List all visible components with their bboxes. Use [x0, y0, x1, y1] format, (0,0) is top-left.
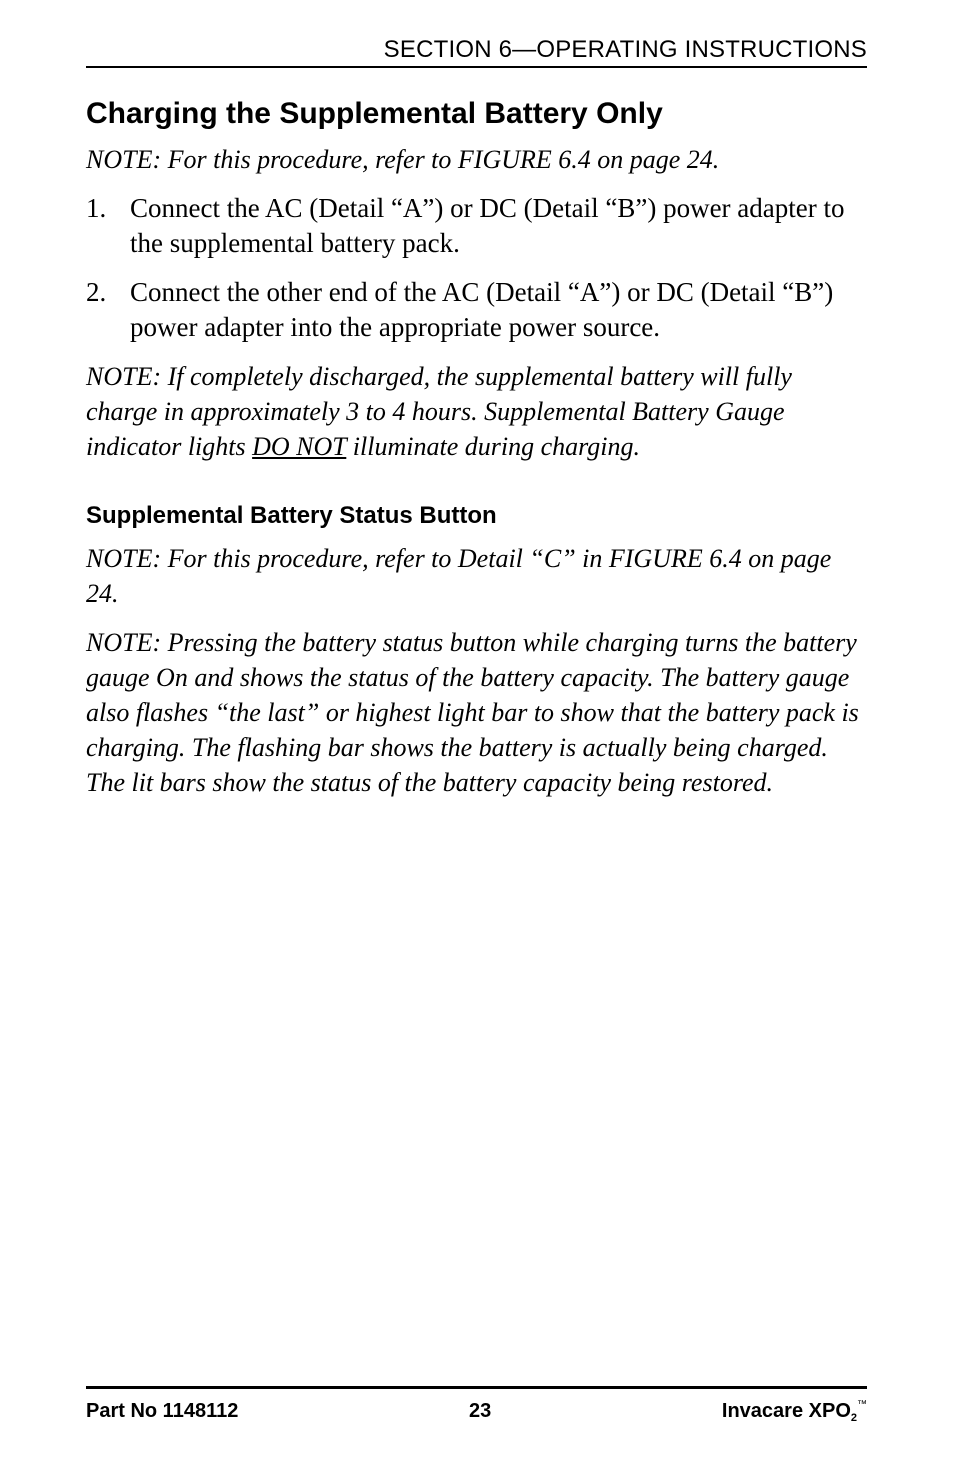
list-item [86, 191, 868, 261]
note-detail-reference: NOTE: For this procedure, refer to Detail “C” in FIGURE 6.4 on page 24. [86, 543, 832, 608]
list-item [86, 275, 868, 345]
step-text: Connect the other end of the AC (Detail “A”) or DC (Detail “B”) power adapter into the appropriate power source. [130, 277, 834, 342]
section-title: SECTION 6—OPERATING INSTRUCTIONS [383, 36, 867, 63]
part-number: Part No 1148112 [86, 1400, 239, 1422]
main-content [86, 96, 868, 814]
note-text: NOTE: If completely discharged, the supplemental battery will fully charge in approximately 3 to 4 hours. Supplemental Battery Gauge indicator lights [86, 362, 792, 461]
step-text: Connect the AC (Detail “A”) or DC (Detail “B”) power adapter to the supplemental battery pack. [130, 193, 845, 258]
trademark-mark: ™ [857, 1399, 867, 1410]
emphasis-underline: DO NOT [252, 432, 347, 461]
note-text: illuminate during charging. [346, 432, 640, 461]
step-number: 2. [86, 277, 107, 307]
page-number: 23 [469, 1400, 492, 1422]
section-subtitle: Supplemental Battery Status Button [86, 502, 497, 529]
page-title: Charging the Supplemental Battery Only [86, 97, 663, 130]
note-status-button: NOTE: Pressing the battery status button while charging turns the battery gauge On and shows the status of the battery capacity. The battery gauge also flashes “the last” or highest light bar to show that the battery pack is charging. The flashing bar shows the battery is actually being charged. The lit bars show the status of the battery capacity being restored. [86, 627, 859, 797]
page-header [86, 36, 867, 68]
brand-text: Invacare XPO [721, 1400, 851, 1422]
steps-list [86, 191, 868, 345]
brand-name [722, 1399, 867, 1424]
page-footer [86, 1386, 867, 1424]
note-figure-reference: NOTE: For this procedure, refer to FIGURE 6.4 on page 24. [86, 145, 720, 174]
brand-subscript: 2 [850, 1412, 857, 1424]
note-charging-time [86, 359, 868, 464]
step-number: 1. [86, 193, 107, 223]
